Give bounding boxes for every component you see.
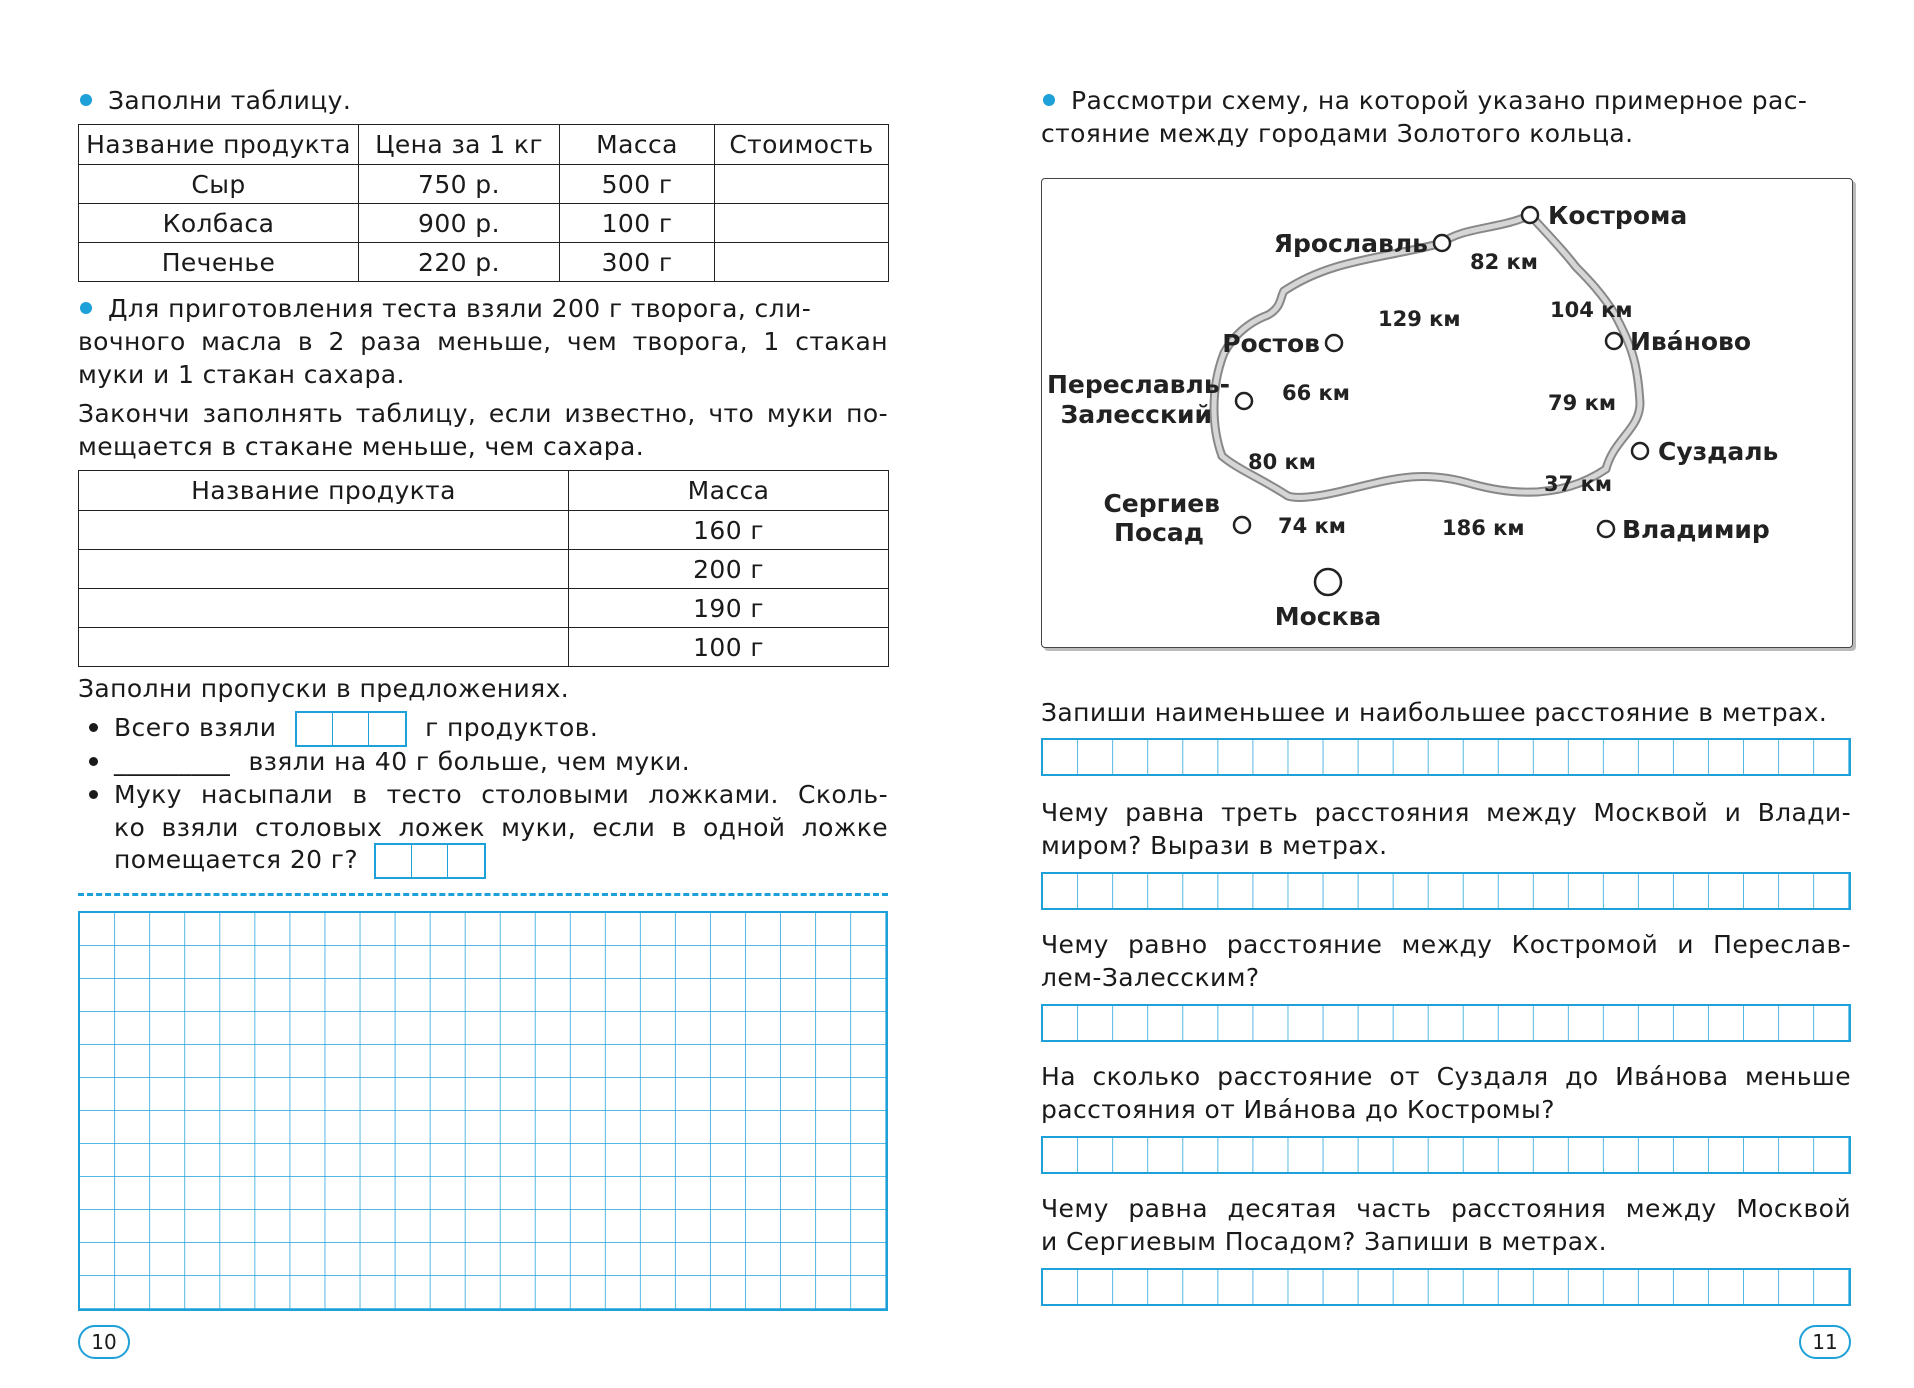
city-label-moskva: Москва <box>1274 602 1382 631</box>
fill-item-spoons-line3 <box>114 843 888 879</box>
city-node-moskva <box>1315 569 1341 595</box>
task2-line4: Закончи заполнять таблицу, если известно, что муки по- <box>78 399 888 428</box>
task2-line3: муки и 1 стакан сахара. <box>78 360 405 389</box>
fill-item-spoons-line3-text: помещается 20 г? <box>114 845 358 874</box>
mass-cell: 300 г <box>560 243 715 282</box>
answer-strip-2[interactable] <box>1041 872 1851 910</box>
city-node-ivanovo <box>1606 333 1622 349</box>
mass-cell: 100 г <box>560 204 715 243</box>
mass-cell: 200 г <box>569 550 889 589</box>
question-4-line2: расстояния от Ива́нова до Костромы? <box>1041 1095 1555 1124</box>
city-node-vladimir <box>1598 521 1614 537</box>
product-name-cell: Сыр <box>79 165 359 204</box>
distance-pereslavl-rostov: 66 км <box>1282 381 1350 405</box>
distance-moskva-sergiev: 74 км <box>1278 514 1346 538</box>
cost-cell[interactable] <box>715 204 889 243</box>
city-node-sergiev <box>1234 517 1250 533</box>
city-label-vladimir: Владимир <box>1622 515 1770 544</box>
table-row <box>79 511 889 550</box>
answer-strip-3[interactable] <box>1041 1004 1851 1042</box>
answer-strip-4-cells <box>1043 1138 1849 1172</box>
answer-strip-1[interactable] <box>1041 738 1851 776</box>
product-name-cell: Печенье <box>79 243 359 282</box>
mass-cell: 190 г <box>569 589 889 628</box>
page-number: 10 <box>78 1325 130 1359</box>
fill-item-spoons-line2: ко взяли столовых ложек муки, если в одной ложке <box>114 813 888 842</box>
cost-cell[interactable] <box>715 165 889 204</box>
question-3-line2: лем-Залесским? <box>1041 963 1260 992</box>
task1-instruction: Заполни таблицу. <box>78 84 888 117</box>
task2-line2: вочного масла в 2 раза меньше, чем творога, 1 стакан <box>78 327 888 356</box>
city-label-kostroma: Кострома <box>1548 201 1688 230</box>
task3-instruction: Заполни пропуски в предложениях. <box>78 674 570 703</box>
answer-strip-4[interactable] <box>1041 1136 1851 1174</box>
fill-item-compare-text: взяли на 40 г больше, чем муки. <box>248 747 691 776</box>
city-label-yaroslavl: Ярославль <box>1273 229 1428 258</box>
distance-ivanovo-suzdal: 79 км <box>1548 391 1616 415</box>
golden-ring-map <box>1041 178 1853 648</box>
golden-ring-map-svg <box>1042 179 1852 647</box>
right-page <box>1041 0 1851 1388</box>
product-name-cell[interactable] <box>79 550 569 589</box>
fill-item-total-b: г продуктов. <box>425 713 599 742</box>
distance-suzdal-vladimir: 37 км <box>1544 472 1612 496</box>
city-label-ivanovo: Ива́ново <box>1630 327 1752 356</box>
question-4-line1: На сколько расстояние от Суздаля до Ива́нова меньше <box>1041 1062 1851 1091</box>
question-2-line2: миром? Вырази в метрах. <box>1041 831 1388 860</box>
distance-moskva-vladimir: 186 км <box>1442 516 1525 540</box>
task2-line1: Для приготовления теста взяли 200 г творога, сли- <box>78 292 888 325</box>
city-label-sergiev-1: Сергиев <box>1103 489 1220 518</box>
fill-item-spoons-line1: Муку насыпали в тесто столовыми ложками. Сколь- <box>114 780 888 809</box>
distance-kostroma-ivanovo: 104 км <box>1550 298 1633 322</box>
city-label-rostov: Ростов <box>1222 329 1320 358</box>
cost-cell[interactable] <box>715 243 889 282</box>
price-cell: 900 р. <box>359 204 560 243</box>
question-1: Запиши наименьшее и наибольшее расстояние в метрах. <box>1041 698 1828 727</box>
writing-grid-lines <box>80 913 886 1309</box>
city-label-sergiev-2: Посад <box>1114 518 1204 547</box>
left-page <box>78 0 888 1388</box>
city-label-suzdal: Суздаль <box>1658 437 1779 466</box>
table-row <box>79 204 889 243</box>
city-node-pereslavl <box>1236 393 1252 409</box>
price-table-header: Цена за 1 кг <box>359 125 560 165</box>
mass-cell: 500 г <box>560 165 715 204</box>
dashed-divider <box>78 893 888 896</box>
answer-strip-2-cells <box>1043 874 1849 908</box>
product-name-cell[interactable] <box>79 511 569 550</box>
price-table-header: Масса <box>560 125 715 165</box>
blank-line[interactable]: _________ <box>114 747 231 776</box>
product-name-cell[interactable] <box>79 628 569 667</box>
distance-sergiev-pereslavl: 80 км <box>1248 450 1316 474</box>
question-5-line1: Чему равна десятая часть расстояния между Москвой <box>1041 1194 1851 1223</box>
answer-strip-5-cells <box>1043 1270 1849 1304</box>
task2-line5: мещается в стакане меньше, чем сахара. <box>78 432 645 461</box>
table-row <box>79 243 889 282</box>
city-label-pereslavl-1: Переславль- <box>1046 370 1230 399</box>
intro-line1: Рассмотри схему, на которой указано примерное рас- <box>1041 84 1851 117</box>
question-3-line1: Чему равно расстояние между Костромой и Переслав- <box>1041 930 1851 959</box>
writing-grid[interactable] <box>78 911 888 1311</box>
answer-strip-3-cells <box>1043 1006 1849 1040</box>
price-cell: 750 р. <box>359 165 560 204</box>
answer-strip-1-cells <box>1043 740 1849 774</box>
fill-item-compare <box>114 745 690 778</box>
mass-cell: 160 г <box>569 511 889 550</box>
table-row <box>79 550 889 589</box>
city-node-rostov <box>1326 335 1342 351</box>
city-node-suzdal <box>1632 443 1648 459</box>
answer-strip-5[interactable] <box>1041 1268 1851 1306</box>
price-table-header: Стоимость <box>715 125 889 165</box>
price-table <box>78 124 889 282</box>
page-number: 11 <box>1799 1325 1851 1359</box>
fill-item-total-a: Всего взяли <box>114 713 277 742</box>
distance-yaroslavl-kostroma: 82 км <box>1470 250 1538 274</box>
question-5-line2: и Сергиевым Посадом? Запиши в метрах. <box>1041 1227 1607 1256</box>
table-row <box>79 589 889 628</box>
intro-line2: стояние между городами Золотого кольца. <box>1041 119 1634 148</box>
mass-cell: 100 г <box>569 628 889 667</box>
table-row <box>79 628 889 667</box>
product-name-cell[interactable] <box>79 589 569 628</box>
total-answer-boxes[interactable] <box>295 711 407 747</box>
mass-table-header: Название продукта <box>79 471 569 511</box>
price-cell: 220 р. <box>359 243 560 282</box>
product-name-cell: Колбаса <box>79 204 359 243</box>
city-label-pereslavl-2: Залесский <box>1060 400 1212 429</box>
question-2-line1: Чему равна треть расстояния между Москвой и Влади- <box>1041 798 1851 827</box>
city-node-kostroma <box>1522 207 1538 223</box>
mass-table <box>78 470 889 667</box>
city-node-yaroslavl <box>1434 235 1450 251</box>
spoons-answer-boxes[interactable] <box>374 843 486 879</box>
table-row <box>79 165 889 204</box>
price-table-header: Название продукта <box>79 125 359 165</box>
mass-table-header: Масса <box>569 471 889 511</box>
distance-rostov-yaroslavl: 129 км <box>1378 307 1461 331</box>
fill-item-total <box>114 711 598 747</box>
